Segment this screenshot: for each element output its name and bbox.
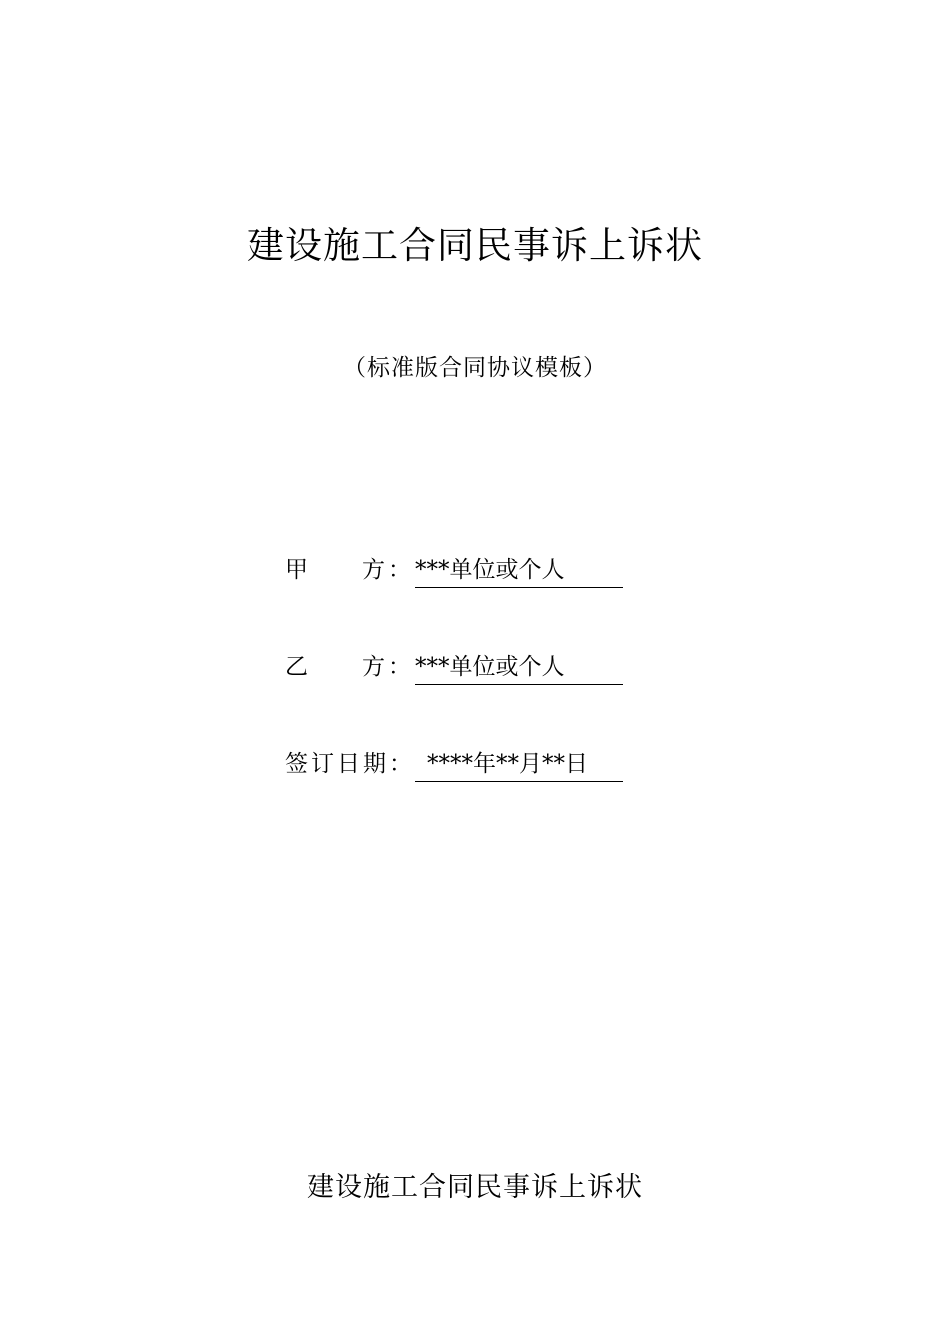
- party-a-label-char1: 甲: [285, 557, 308, 583]
- document-subtitle: （标准版合同协议模板）: [343, 355, 607, 381]
- party-b-label: [285, 650, 415, 684]
- party-b-field[interactable]: [415, 650, 623, 685]
- party-a-colon: ：: [388, 557, 411, 583]
- party-b-label-char2: 方: [362, 654, 385, 680]
- party-a-label: [285, 553, 415, 587]
- party-b-value: ***单位或个人: [415, 654, 565, 680]
- party-b-colon: ：: [388, 654, 411, 680]
- party-a-field[interactable]: [415, 553, 623, 588]
- party-a-value: ***单位或个人: [415, 557, 565, 583]
- sign-date-label: 签订日期：: [285, 751, 415, 777]
- party-b-label-char1: 乙: [285, 654, 308, 680]
- sign-date-value: ****年**月**日: [427, 751, 588, 777]
- sign-date-field[interactable]: [415, 747, 623, 782]
- footer-title: 建设施工合同民事诉上诉状: [307, 1172, 643, 1203]
- document-title: 建设施工合同民事诉上诉状: [247, 224, 703, 267]
- party-a-label-char2: 方: [362, 557, 385, 583]
